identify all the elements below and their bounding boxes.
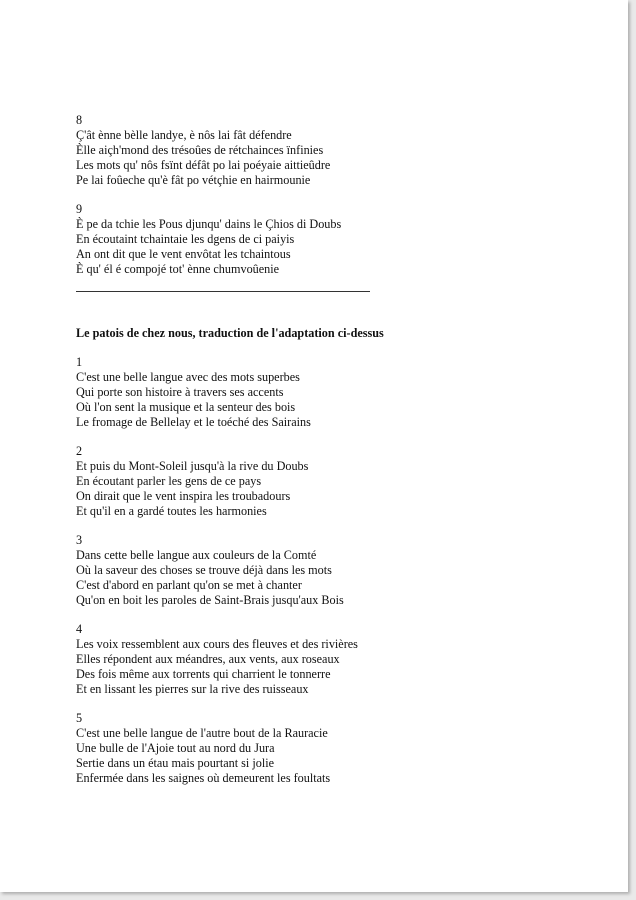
stanza — [76, 202, 596, 277]
stanza-number: 1 — [76, 355, 83, 369]
stanza-number: 9 — [76, 202, 83, 216]
verse-line: È pe da tchie les Pous djunqu' dains le Çhios di Doubs — [76, 217, 342, 231]
stanza-number: 5 — [76, 711, 83, 725]
verse-line: An ont dit que le vent envôtat les tchaintous — [76, 247, 291, 261]
verse-line: Et en lissant les pierres sur la rive des ruisseaux — [76, 682, 309, 696]
verse-line: Où l'on sent la musique et la senteur des bois — [76, 400, 296, 414]
patois-stanzas — [76, 113, 596, 277]
stanza-number: 2 — [76, 444, 83, 458]
verse-line: Les voix ressemblent aux cours des fleuves et des rivières — [76, 637, 358, 651]
verse-line: Où la saveur des choses se trouve déjà dans les mots — [76, 563, 332, 577]
verse-line: On dirait que le vent inspira les troubadours — [76, 489, 291, 503]
verse-line: Qu'on en boit les paroles de Saint-Brais jusqu'aux Bois — [76, 593, 344, 607]
stanza — [76, 533, 596, 608]
verse-line: Une bulle de l'Ajoie tout au nord du Jura — [76, 741, 275, 755]
verse-line: Et qu'il en a gardé toutes les harmonies — [76, 504, 267, 518]
stanza-number: 8 — [76, 113, 83, 127]
verse-line: Ç'ât ènne bèlle landye, è nôs lai fât défendre — [76, 128, 292, 142]
verse-line: En écoutaint tchaintaie les dgens de ci paiyis — [76, 232, 295, 246]
verse-line: Sertie dans un étau mais pourtant si jolie — [76, 756, 275, 770]
verse-line: Èlle aiçh'mond des trésoûes de rétchainces ïnfinies — [76, 143, 324, 157]
stanza — [76, 622, 596, 697]
verse-line: Pe lai foûeche qu'è fât po vétçhie en hairmounie — [76, 173, 311, 187]
stanza-number: 4 — [76, 622, 83, 636]
verse-line: È qu' él é compojé tot' ènne chumvoûenie — [76, 262, 280, 276]
stanza — [76, 113, 596, 188]
verse-line: C'est une belle langue de l'autre bout de la Rauracie — [76, 726, 328, 740]
translation-heading: Le patois de chez nous, traduction de l'adaptation ci-dessus — [76, 326, 384, 340]
separator-line — [76, 291, 370, 292]
verse-line: Qui porte son histoire à travers ses accents — [76, 385, 284, 399]
verse-line: Le fromage de Bellelay et le toéché des Sairains — [76, 415, 311, 429]
verse-line: Elles répondent aux méandres, aux vents, aux roseaux — [76, 652, 340, 666]
stanza-number: 3 — [76, 533, 83, 547]
document-content — [76, 113, 596, 800]
verse-line: C'est une belle langue avec des mots superbes — [76, 370, 300, 384]
verse-line: Les mots qu' nôs fsïnt défât po lai poéyaie aittieûdre — [76, 158, 331, 172]
stanza — [76, 711, 596, 786]
translation-stanzas — [76, 355, 596, 786]
verse-line: Dans cette belle langue aux couleurs de la Comté — [76, 548, 317, 562]
verse-line: Des fois même aux torrents qui charrient le tonnerre — [76, 667, 331, 681]
verse-line: En écoutant parler les gens de ce pays — [76, 474, 262, 488]
verse-line: C'est d'abord en parlant qu'on se met à chanter — [76, 578, 302, 592]
stanza — [76, 355, 596, 430]
verse-line: Et puis du Mont-Soleil jusqu'à la rive du Doubs — [76, 459, 309, 473]
stanza — [76, 444, 596, 519]
verse-line: Enfermée dans les saignes où demeurent les foultats — [76, 771, 331, 785]
